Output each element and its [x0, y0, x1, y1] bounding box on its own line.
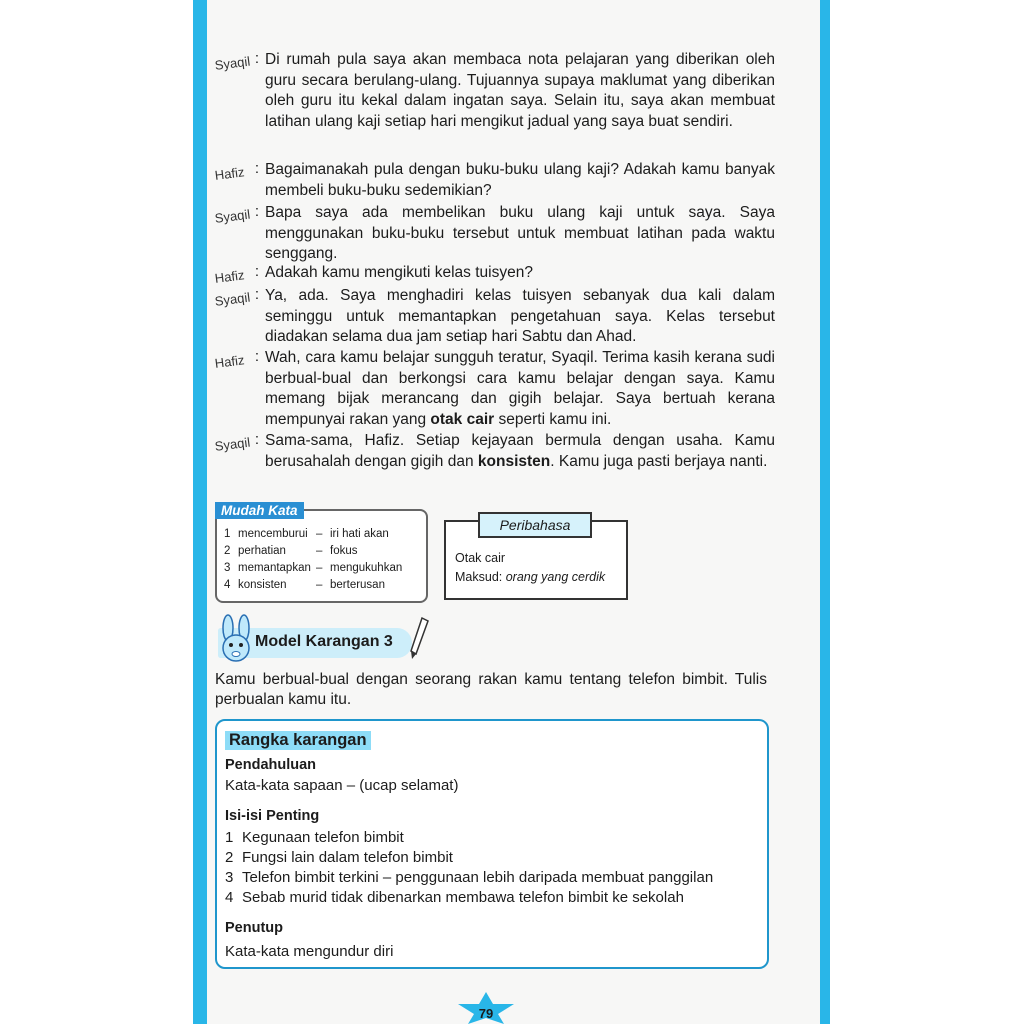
speaker: Hafiz — [213, 164, 246, 183]
section-text: Kata-kata sapaan – (ucap selamat) — [225, 777, 459, 794]
dialogue-line: Hafiz : Adakah kamu mengikuti kelas tuisyen? — [213, 263, 783, 286]
peribahasa-title: Peribahasa — [478, 512, 592, 538]
list-item: 1 Kegunaan telefon bimbit — [225, 829, 404, 846]
peribahasa-phrase: Otak cair — [455, 551, 506, 565]
speaker: Syaqil — [213, 434, 251, 454]
dialogue-text: Adakah kamu mengikuti kelas tuisyen? — [265, 264, 533, 281]
dialogue-text: Ya, ada. Saya menghadiri kelas tuisyen sebanyak dua kali dalam seminggu untuk memantapkan pengetahuan saya. Kelas tersebut diadakan selama dua jam setiap hari Sabtu dan Ahad. — [265, 287, 775, 345]
vocab-row: 3 memantapkan – mengukuhkan — [224, 562, 403, 574]
section-text: Kata-kata mengundur diri — [225, 943, 394, 960]
page-edge-left — [193, 0, 207, 1024]
rangka-title: Rangka karangan — [225, 731, 371, 750]
pencil-icon — [408, 616, 430, 660]
list-item: 3 Telefon bimbit terkini – penggunaan lebih daripada membuat panggilan — [225, 869, 714, 886]
page-edge-right — [820, 0, 830, 1024]
dialogue-line: Hafiz : Wah, cara kamu belajar sungguh teratur, Syaqil. Terima kasih kerana sudi berbual-bual dan berkongsi cara kamu belajar dengan saya. Kamu memang bijak merancang dan gigih belajar. Saya bertuah kerana mempunyai rakan yang otak cair seperti kamu ini. — [213, 348, 783, 430]
section-heading: Isi-isi Penting — [225, 808, 320, 824]
dialogue-line: Syaqil : Di rumah pula saya akan membaca nota pelajaran yang diberikan oleh guru secara berulang-ulang. Tujuannya supaya maklumat yang diberikan oleh guru itu kekal dalam ingatan saya. Selain itu, saya akan membuat latihan ulang kaji setiap hari mengikut jadual yang saya buat sendiri. — [213, 50, 783, 132]
list-item: 2 Fungsi lain dalam telefon bimbit — [225, 849, 453, 866]
speaker: Syaqil — [213, 53, 251, 73]
dialogue-text: Bapa saya ada membelikan buku ulang kaji untuk saya. Saya menggunakan buku-buku tersebut untuk membuat latihan pada waktu senggang. — [265, 204, 775, 262]
dialogue-line: Syaqil : Bapa saya ada membelikan buku ulang kaji untuk saya. Saya menggunakan buku-buku tersebut untuk membuat latihan pada waktu senggang. — [213, 203, 783, 265]
speaker: Hafiz — [213, 352, 246, 371]
dialogue-line: Syaqil : Sama-sama, Hafiz. Setiap kejayaan bermula dengan usaha. Kamu berusahalah dengan gigih dan konsisten. Kamu juga pasti berjaya nanti. — [213, 431, 783, 472]
section-heading: Penutup — [225, 920, 283, 936]
instruction: Kamu berbual-bual dengan seorang rakan kamu tentang telefon bimbit. Tulis perbualan kamu itu. — [215, 671, 767, 708]
model-title: Model Karangan 3 — [255, 633, 393, 650]
dialogue-line: Syaqil : Ya, ada. Saya menghadiri kelas tuisyen sebanyak dua kali dalam seminggu untuk memantapkan pengetahuan saya. Kelas tersebut diadakan selama dua jam setiap hari Sabtu dan Ahad. — [213, 286, 783, 348]
key-phrase: konsisten — [477, 452, 551, 470]
rabbit-mascot-icon — [216, 614, 256, 664]
dialogue-text: Bagaimanakah pula dengan buku-buku ulang kaji? Adakah kamu banyak membeli buku-buku sedemikian? — [265, 161, 775, 199]
page-number: 79 — [478, 1006, 494, 1021]
dialogue-line: Hafiz : Bagaimanakah pula dengan buku-buku ulang kaji? Adakah kamu banyak membeli buku-buku sedemikian? — [213, 160, 783, 201]
section-heading: Pendahuluan — [225, 757, 317, 773]
key-phrase: otak cair — [430, 410, 495, 428]
dialogue-text: Di rumah pula saya akan membaca nota pelajaran yang diberikan oleh guru secara berulang-ulang. Tujuannya supaya maklumat yang diberikan oleh guru itu kekal dalam ingatan saya. Selain itu, saya akan membuat latihan ulang kaji setiap hari mengikut jadual yang saya buat sendiri. — [265, 51, 775, 130]
speaker: Syaqil — [213, 289, 251, 309]
list-item: 4 Sebab murid tidak dibenarkan membawa telefon bimbit ke sekolah — [225, 889, 684, 906]
vocab-row: 2 perhatian – fokus — [224, 545, 358, 557]
vocab-row: 1 mencemburui – iri hati akan — [224, 528, 389, 540]
mudah-kata-title: Mudah Kata — [215, 502, 304, 519]
speaker: Hafiz — [213, 267, 246, 286]
peribahasa-meaning: Maksud: orang yang cerdik — [455, 570, 606, 584]
vocab-row: 4 konsisten – berterusan — [224, 579, 385, 591]
dialogue-text: Wah, cara kamu belajar sungguh teratur, Syaqil. Terima kasih kerana sudi berbual-bual dan berkongsi cara kamu belajar dengan saya. Kamu memang bijak merancang dan gigih belajar. Saya bertuah kerana mempunyai rakan yang otak cair seperti kamu ini. — [265, 349, 775, 428]
speaker: Syaqil — [213, 206, 251, 226]
dialogue-text: Sama-sama, Hafiz. Setiap kejayaan bermula dengan usaha. Kamu berusahalah dengan gigih dan konsisten. Kamu juga pasti berjaya nanti. — [265, 432, 775, 470]
